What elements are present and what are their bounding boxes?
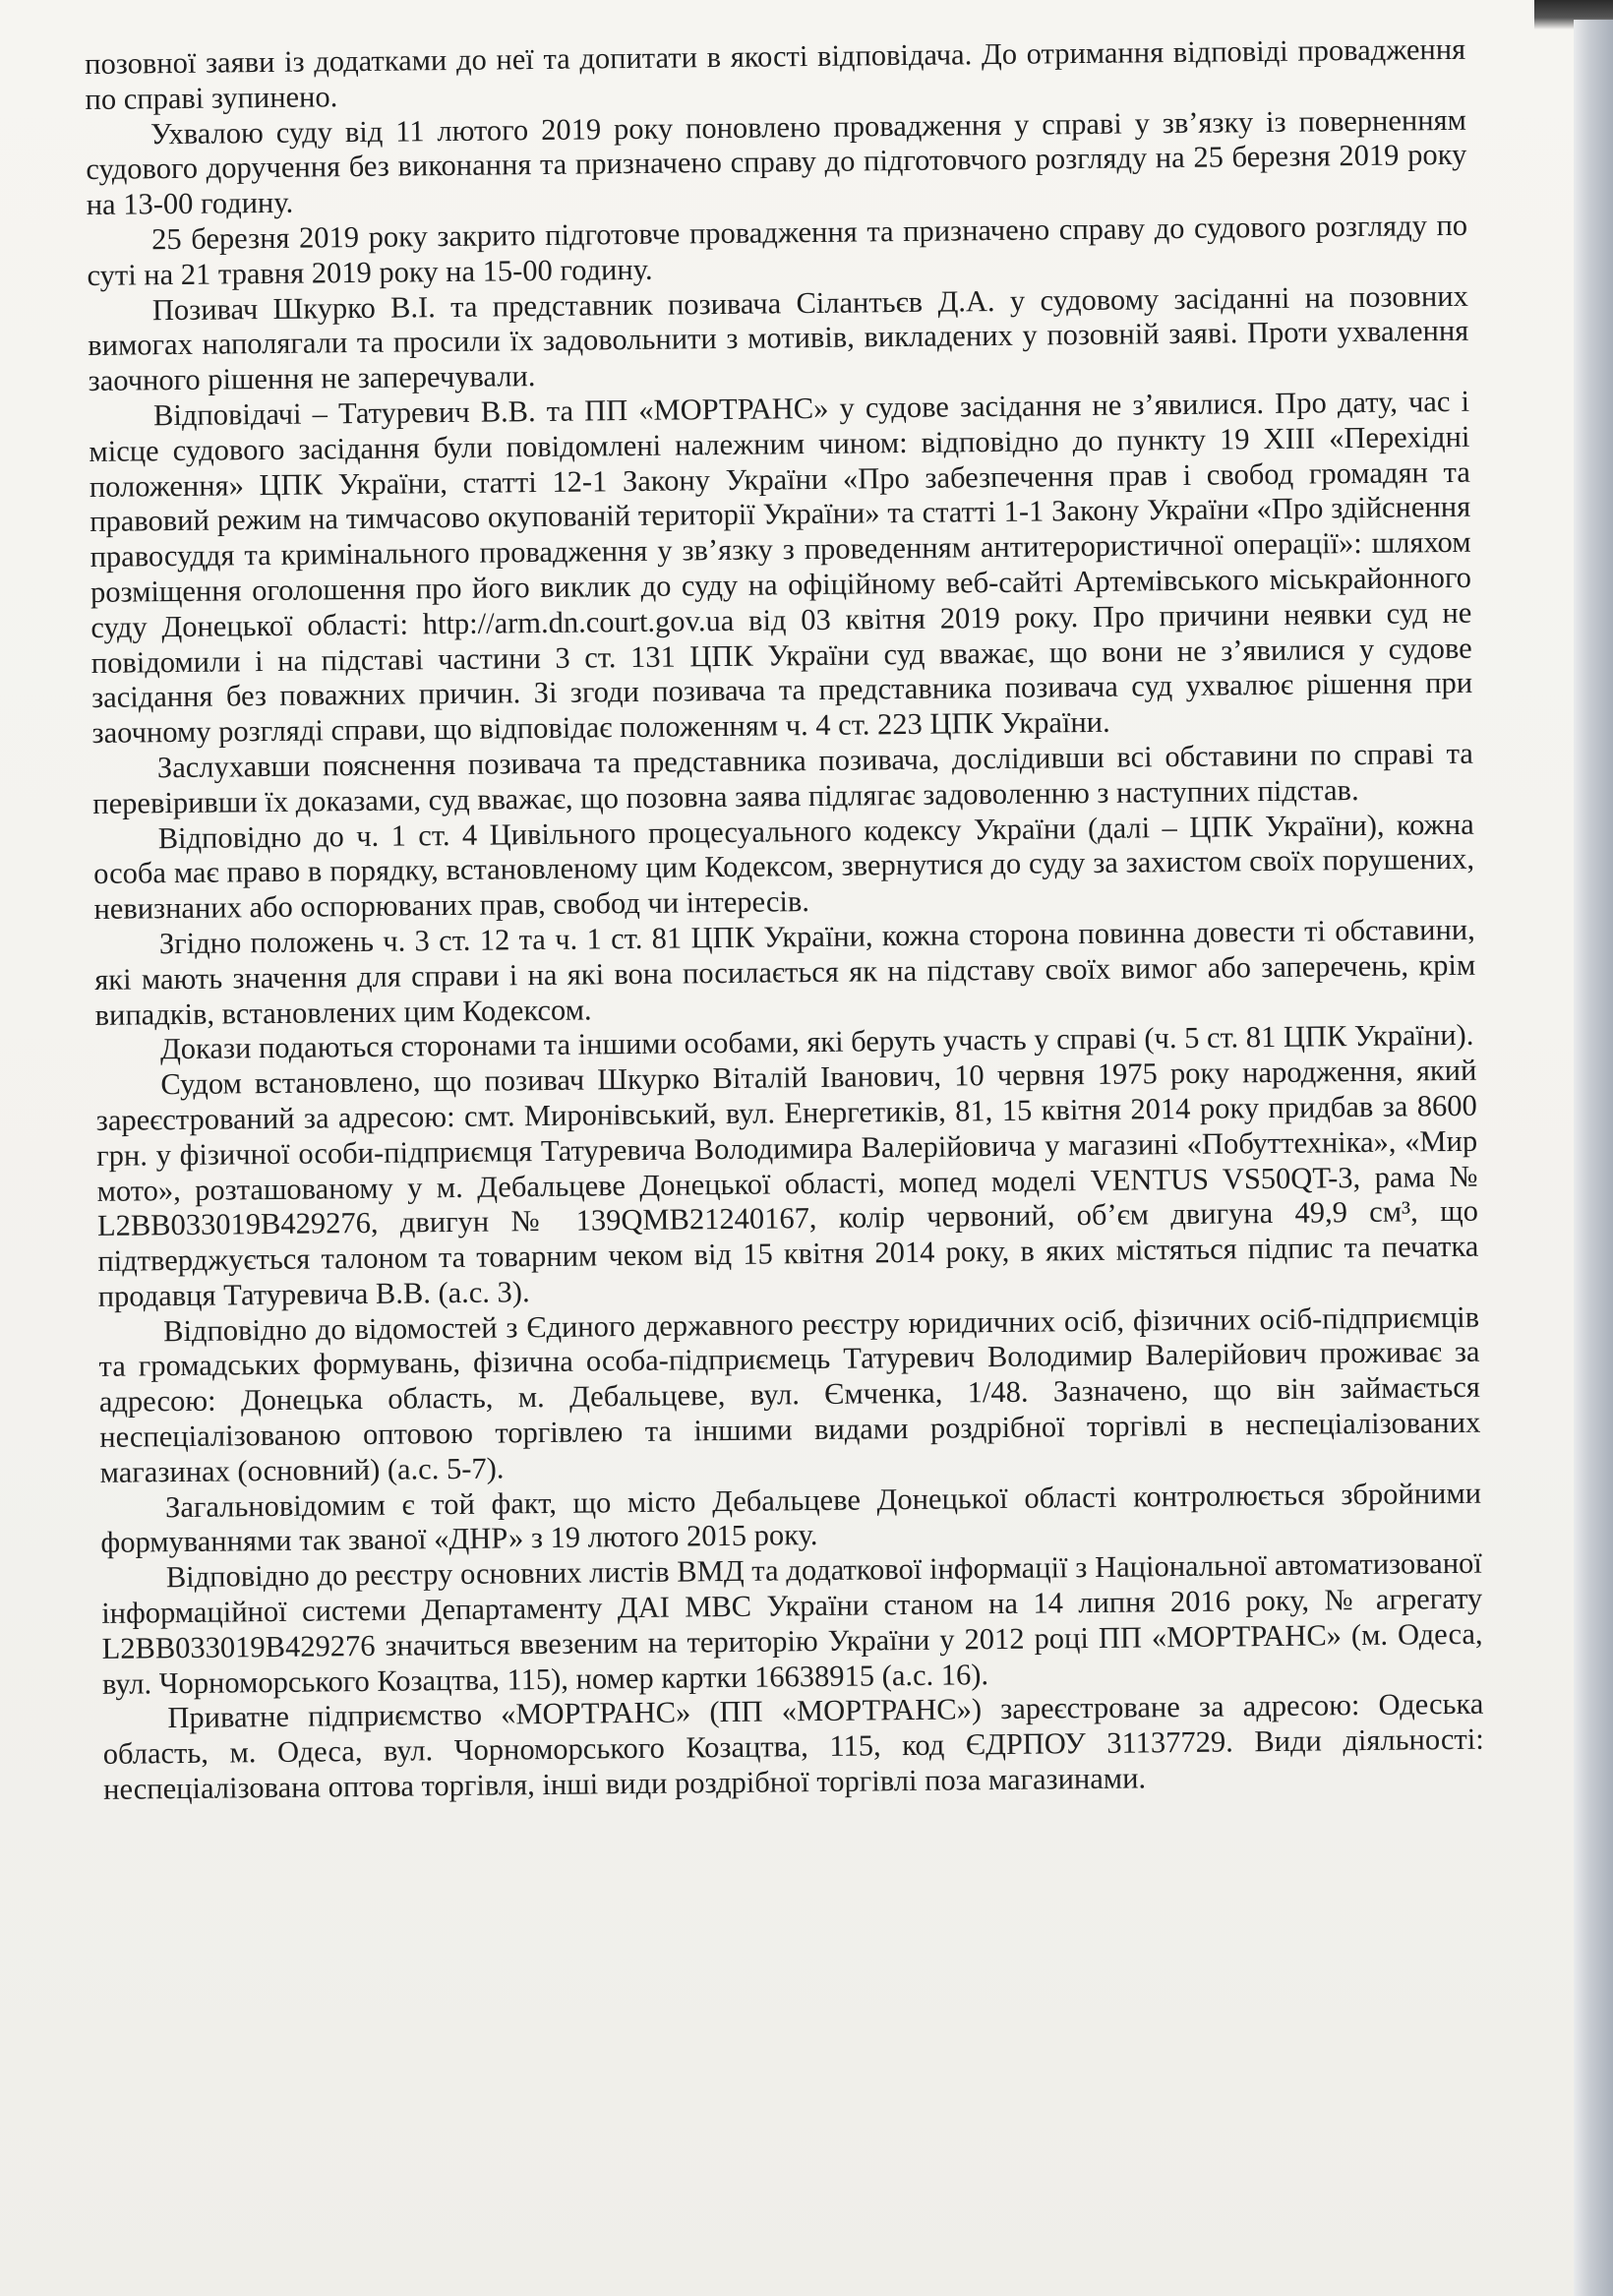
paragraph-3: 25 березня 2019 року закрито підготовче провадження та призначено справу до судового розгляду по суті на 21 травня 2019 року на 15-00 годину. — [87, 208, 1468, 292]
page-edge-shadow — [1574, 20, 1613, 2296]
paragraph-7: Відповідно до ч. 1 ст. 4 Цивільного процесуального кодексу України (далі – ЦПК України), кожна особа має право в порядку, встановленому цим Кодексом, звернутися до суду за захистом своїх порушених, невизнаних або оспорюваних прав, свобод чи інтересів. — [92, 807, 1475, 927]
paragraph-6: Заслухавши пояснення позивача та представника позивача, дослідивши всі обставини по справі та перевіривши їх доказами, суд вважає, що позовна заява підлягає задоволенню з наступних підстав. — [92, 736, 1474, 820]
paragraph-12: Загальновідомим є той факт, що місто Дебальцеве Донецької області контролюється збройними формуваннями так званої «ДНР» з 19 лютого 2015 року. — [100, 1476, 1482, 1560]
paragraph-9: Докази подаються сторонами та іншими особами, які беруть участь у справі (ч. 5 ст. 81 ЦПК України). — [159, 1018, 1474, 1066]
paragraph-4: Позивач Шкурко В.І. та представник позивача Сілантьєв Д.А. у судовому засіданні на позовних вимогах наполягали та просили їх задовольнити з мотивів, викладених у позовній заяві. Проти ухвалення заочного рішення не заперечували. — [88, 278, 1469, 398]
paragraph-2: Ухвалою суду від 11 лютого 2019 року поновлено провадження у справі у зв’язку із поверненням судового доручення без виконання та призначено справу до підготовчого розгляду на 25 березня 2019 року на 13-00 годину. — [86, 102, 1467, 222]
paragraph-14: Приватне підприємство «МОРТРАНС» (ПП «МОРТРАНС») зареєстроване за адресою: Одеська область, м. Одеса, вул. Чорноморського Козацтва, 115, код ЄДРПОУ 31137729. Види діяльності: неспеціалізована оптова торгівля, інші види роздрібної торгівлі поза магазинами. — [102, 1687, 1484, 1806]
paragraph-1: позовної заяви із додатками до неї та допитати в якості відповідача. До отримання відповіді провадження по справі зупинено. — [85, 31, 1466, 116]
paragraph-11: Відповідно до відомостей з Єдиного державного реєстру юридичних осіб, фізичних осіб-підприємців та громадських формувань, фізична особа-підприємець Татуревич Володимир Валерійович проживає за адресою: Донецька область, м. Дебальцеве, вул. Ємченка, 1/48. Зазначено, що він займається неспеціалізованою оптовою торгівлею та іншими видами роздрібної торгівлі в неспеціалізованих магазинах (основний) (а.с. 5-7). — [98, 1299, 1481, 1489]
paragraph-13: Відповідно до реєстру основних листів ВМД та додаткової інформації з Національної автоматизованої інформаційної системи Департаменту ДАІ МВС України станом на 14 липня 2016 року, № агрегату L2BB033019B429276 значиться ввезеним на територію України у 2012 році ПП «МОРТРАНС» (м. Одеса, вул. Чорноморського Козацтва, 115), номер картки 16638915 (а.с. 16). — [101, 1545, 1483, 1701]
paragraph-10: Судом встановлено, що позивач Шкурко Віталій Іванович, 10 червня 1975 року народження, який зареєстрований за адресою: смт. Миронівський, вул. Енергетиків, 81, 15 квітня 2014 року придбав за 8600 грн. у фізичної особи-підприємця Татуревича Володимира Валерійовича у магазині «Побуттехніка», «Мир мото», розташованому у м. Дебальцеве Донецької області, мопед моделі VENTUS VS50QT-3, рама № L2BB033019B429276, двигун № 139QMB21240167, колір червоний, об’єм двигуна 49,9 см³, що підтверджується талоном та товарним чеком від 15 квітня 2014 року, в яких містяться підпис та печатка продавця Татуревича В.В. (а.с. 3). — [95, 1053, 1479, 1313]
paragraph-5: Відповідачі – Татуревич В.В. та ПП «МОРТРАНС» у судове засідання не з’явилися. Про дату, час і місце судового засідання були повідомлені належним чином: відповідно до пункту 19 XIII «Перехідні положення» ЦПК України, статті 12-1 Закону України «Про забезпечення прав і свобод громадян та правовий режим на тимчасово окупованій території України» та статті 1-1 Закону України «Про здійснення правосуддя та кримінального провадження у зв’язку з проведенням антитерористичної операції»: шляхом розміщення оголошення про його виклик до суду на офіційному веб-сайті Артемівського міськрайонного суду Донецької області: http://arm.dn.court.gov.ua від 03 квітня 2019 року. Про причини неявки суд не повідомили і на підставі частини 3 ст. 131 ЦПК України суд вважає, що вони не з’явилися у судове засідання без поважних причин. Зі згоди позивача та представника позивача суд ухвалює рішення при заочному розгляді справи, що відповідає положенням ч. 4 ст. 223 ЦПК України. — [89, 384, 1473, 751]
paragraph-8: Згідно положень ч. 3 ст. 12 та ч. 1 ст. 81 ЦПК України, кожна сторона повинна довести ті обставини, які мають значення для справи і на які вона посилається як на підставу своїх вимог або заперечень, крім випадків, встановлених цим Кодексом. — [94, 912, 1476, 1032]
court-decision-text — [85, 32, 1484, 1808]
